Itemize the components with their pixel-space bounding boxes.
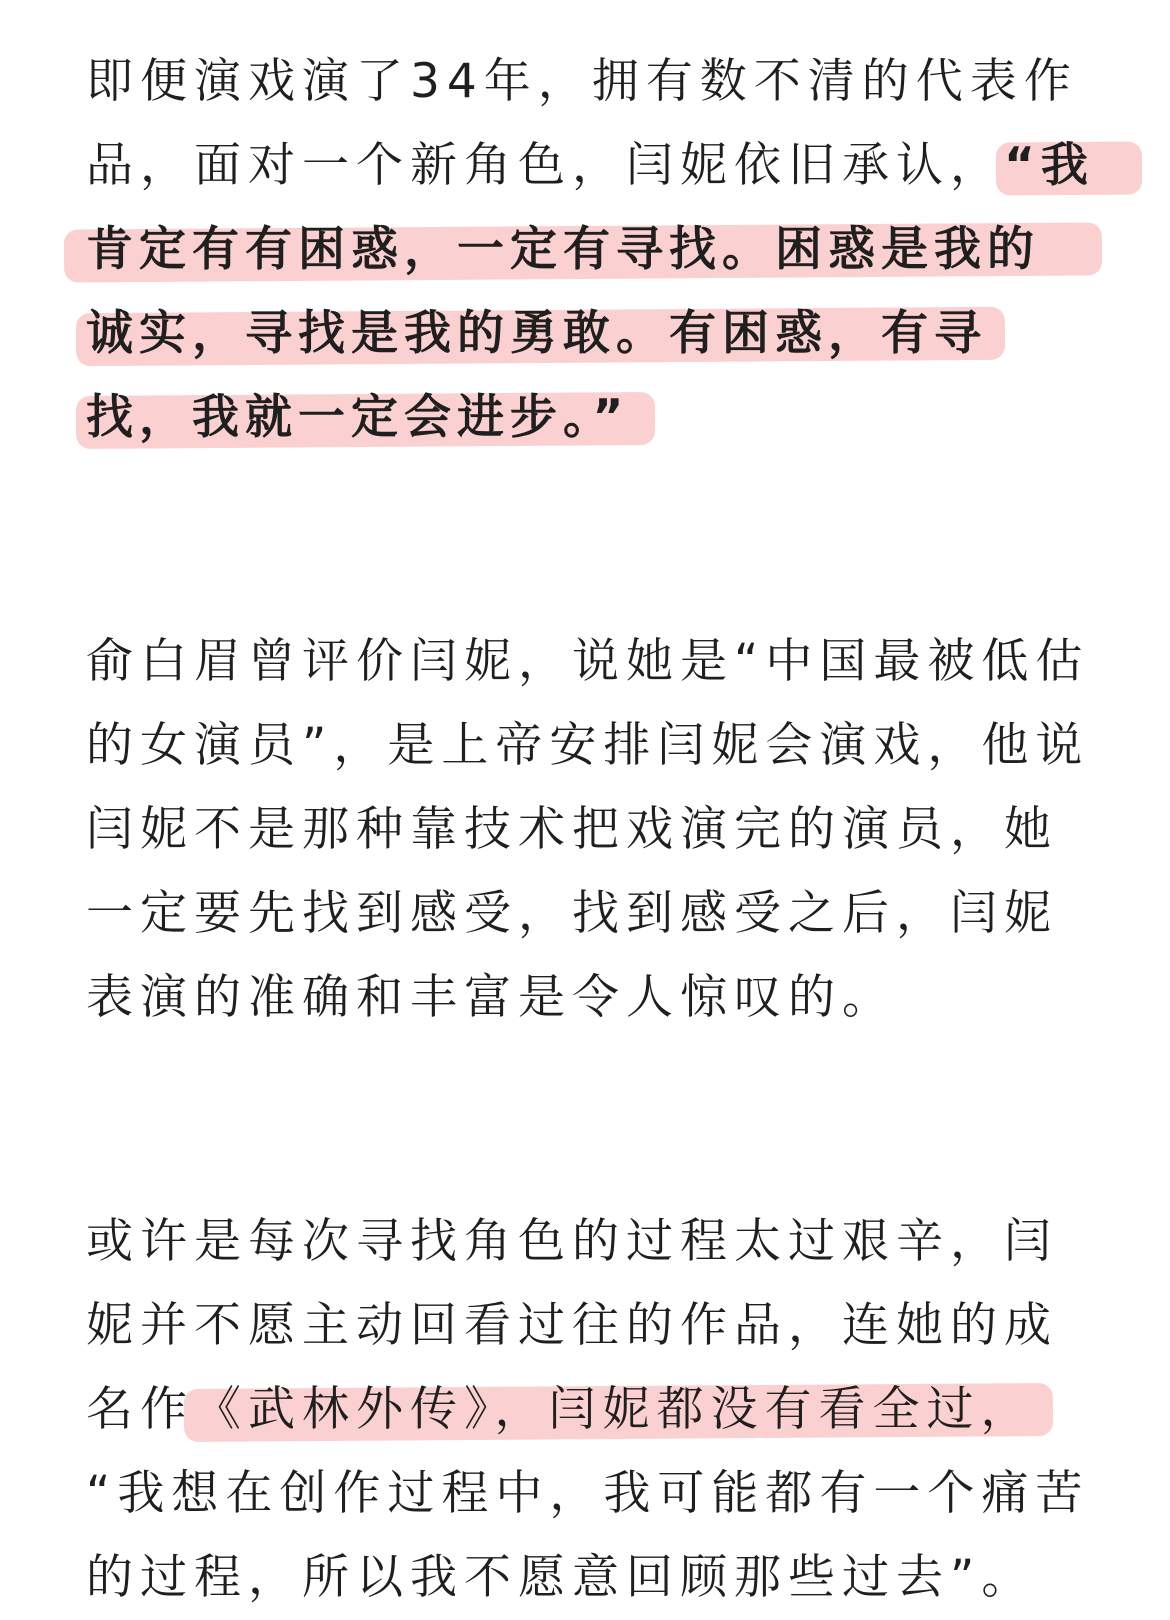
text-segment: 妮并不愿主动回看过往的作品，连她的成	[86, 1298, 1058, 1353]
highlighted-quote: 诚实，寻找是我的勇敢。有困惑，有寻	[86, 306, 987, 361]
text-line	[86, 1368, 1084, 1452]
text-line	[86, 1452, 1090, 1536]
paragraph	[86, 1200, 1090, 1620]
text-segment: 或许是每次寻找角色的过程太过艰辛，闫	[86, 1214, 1058, 1269]
text-line	[86, 1200, 1084, 1284]
text-line	[86, 1284, 1084, 1368]
text-line	[86, 704, 1090, 788]
highlighted-phrase: 《武林外传》，闫妮都没有看全过，	[194, 1382, 1035, 1437]
text-segment: 的女演员”，是上帝安排闫妮会演戏，他说	[86, 718, 1090, 773]
paragraph-spacer	[86, 1040, 1084, 1200]
paragraph-spacer	[86, 460, 1084, 620]
text-segment: 一定要先找到感受，找到感受之后，闫妮	[86, 886, 1058, 941]
text-segment: 闫妮不是那种靠技术把戏演完的演员，她	[86, 802, 1058, 857]
text-segment: 俞白眉曾评价闫妮，说她是“中国最被低估	[86, 634, 1090, 689]
text-segment: 表演的准确和丰富是令人惊叹的。	[86, 970, 896, 1025]
text-segment: 品，面对一个新角色，闫妮依旧承认，	[86, 138, 1004, 193]
highlighted-quote: 找，我就一定会进步。”	[86, 390, 630, 445]
text-line	[86, 124, 1094, 208]
highlighted-quote: “我	[1004, 138, 1094, 193]
text-line	[86, 956, 1084, 1040]
text-line	[86, 376, 1084, 460]
text-line	[86, 1536, 1084, 1620]
text-line	[86, 872, 1084, 956]
paragraph	[86, 620, 1090, 1040]
text-line	[86, 292, 1084, 376]
highlighted-quote: 肯定有有困惑，一定有寻找。困惑是我的	[86, 222, 1040, 277]
text-line	[86, 788, 1084, 872]
text-line	[86, 40, 1084, 124]
text-segment: 的过程，所以我不愿意回顾那些过去”。	[86, 1550, 1036, 1605]
paragraph	[86, 40, 1094, 460]
text-segment: 即便演戏演了34年，拥有数不清的代表作	[86, 54, 1078, 109]
text-segment: 名作	[86, 1382, 194, 1437]
text-line	[86, 620, 1090, 704]
text-segment: “我想在创作过程中，我可能都有一个痛苦	[86, 1466, 1090, 1521]
text-line	[86, 208, 1084, 292]
article-body	[86, 40, 1094, 1620]
